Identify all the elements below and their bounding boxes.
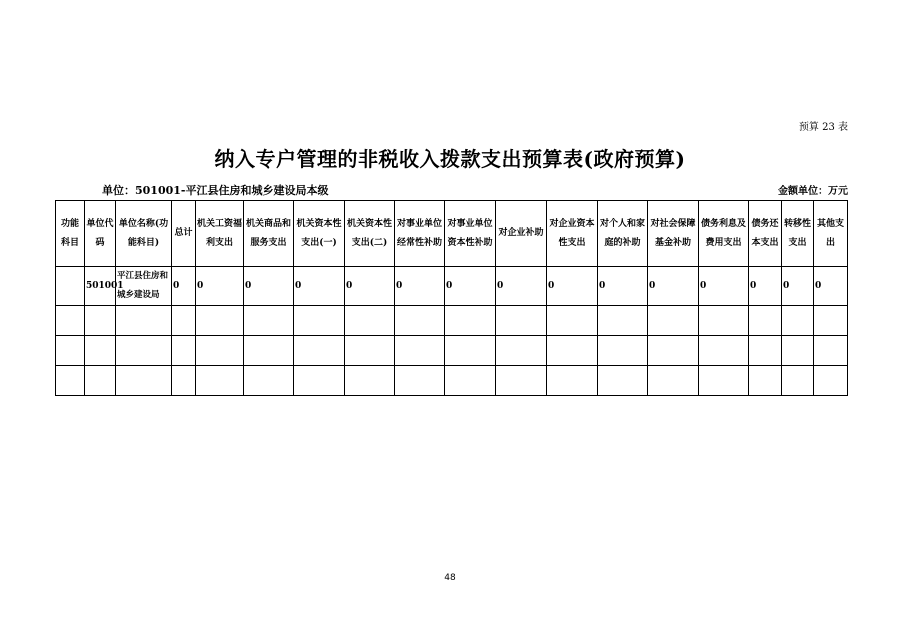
cell-func xyxy=(56,267,85,306)
cell-value: 0 xyxy=(496,267,547,306)
header-func: 功能科目 xyxy=(56,201,85,267)
header-col: 对企业补助 xyxy=(496,201,547,267)
cell-value: 0 xyxy=(294,267,345,306)
empty-row xyxy=(56,336,848,366)
table-number: 预算 23 表 xyxy=(798,122,848,133)
cell-value: 0 xyxy=(699,267,749,306)
budget-table xyxy=(55,200,848,396)
header-col: 其他支出 xyxy=(814,201,848,267)
cell-value: 0 xyxy=(782,267,814,306)
empty-row xyxy=(56,306,848,336)
cell-value: 0 xyxy=(547,267,598,306)
cell-value: 0 xyxy=(172,267,196,306)
cell-value: 0 xyxy=(244,267,294,306)
cell-value: 0 xyxy=(814,267,848,306)
empty-row xyxy=(56,366,848,396)
cell-value: 0 xyxy=(648,267,699,306)
header-total: 总计 xyxy=(172,201,196,267)
header-col: 对事业单位经常性补助 xyxy=(395,201,445,267)
header-col: 机关资本性支出(一) xyxy=(294,201,345,267)
header-col: 对事业单位资本性补助 xyxy=(445,201,496,267)
cell-name: 平江县住房和城乡建设局 xyxy=(116,267,172,306)
cell-code: 501001 xyxy=(85,267,116,306)
unit-label: 单位：501001-平江县住房和城乡建设局本级 xyxy=(102,184,329,197)
cell-value: 0 xyxy=(598,267,648,306)
header-row xyxy=(56,201,848,267)
page-title: 纳入专户管理的非税收入拨款支出预算表(政府预算) xyxy=(214,147,686,171)
header-col: 对社会保障基金补助 xyxy=(648,201,699,267)
header-col: 机关资本性支出(二) xyxy=(345,201,395,267)
cell-value: 0 xyxy=(445,267,496,306)
page-number: 48 xyxy=(444,573,456,583)
cell-value: 0 xyxy=(395,267,445,306)
header-col: 转移性支出 xyxy=(782,201,814,267)
header-col: 对个人和家庭的补助 xyxy=(598,201,648,267)
header-col: 债务还本支出 xyxy=(749,201,782,267)
header-col: 债务利息及费用支出 xyxy=(699,201,749,267)
table-row xyxy=(56,267,848,306)
cell-value: 0 xyxy=(749,267,782,306)
header-name: 单位名称(功能科目) xyxy=(116,201,172,267)
cell-value: 0 xyxy=(196,267,244,306)
header-col: 机关工资福利支出 xyxy=(196,201,244,267)
cell-value: 0 xyxy=(345,267,395,306)
amount-unit-label: 金额单位：万元 xyxy=(778,186,848,197)
header-col: 机关商品和服务支出 xyxy=(244,201,294,267)
header-code: 单位代码 xyxy=(85,201,116,267)
header-col: 对企业资本性支出 xyxy=(547,201,598,267)
